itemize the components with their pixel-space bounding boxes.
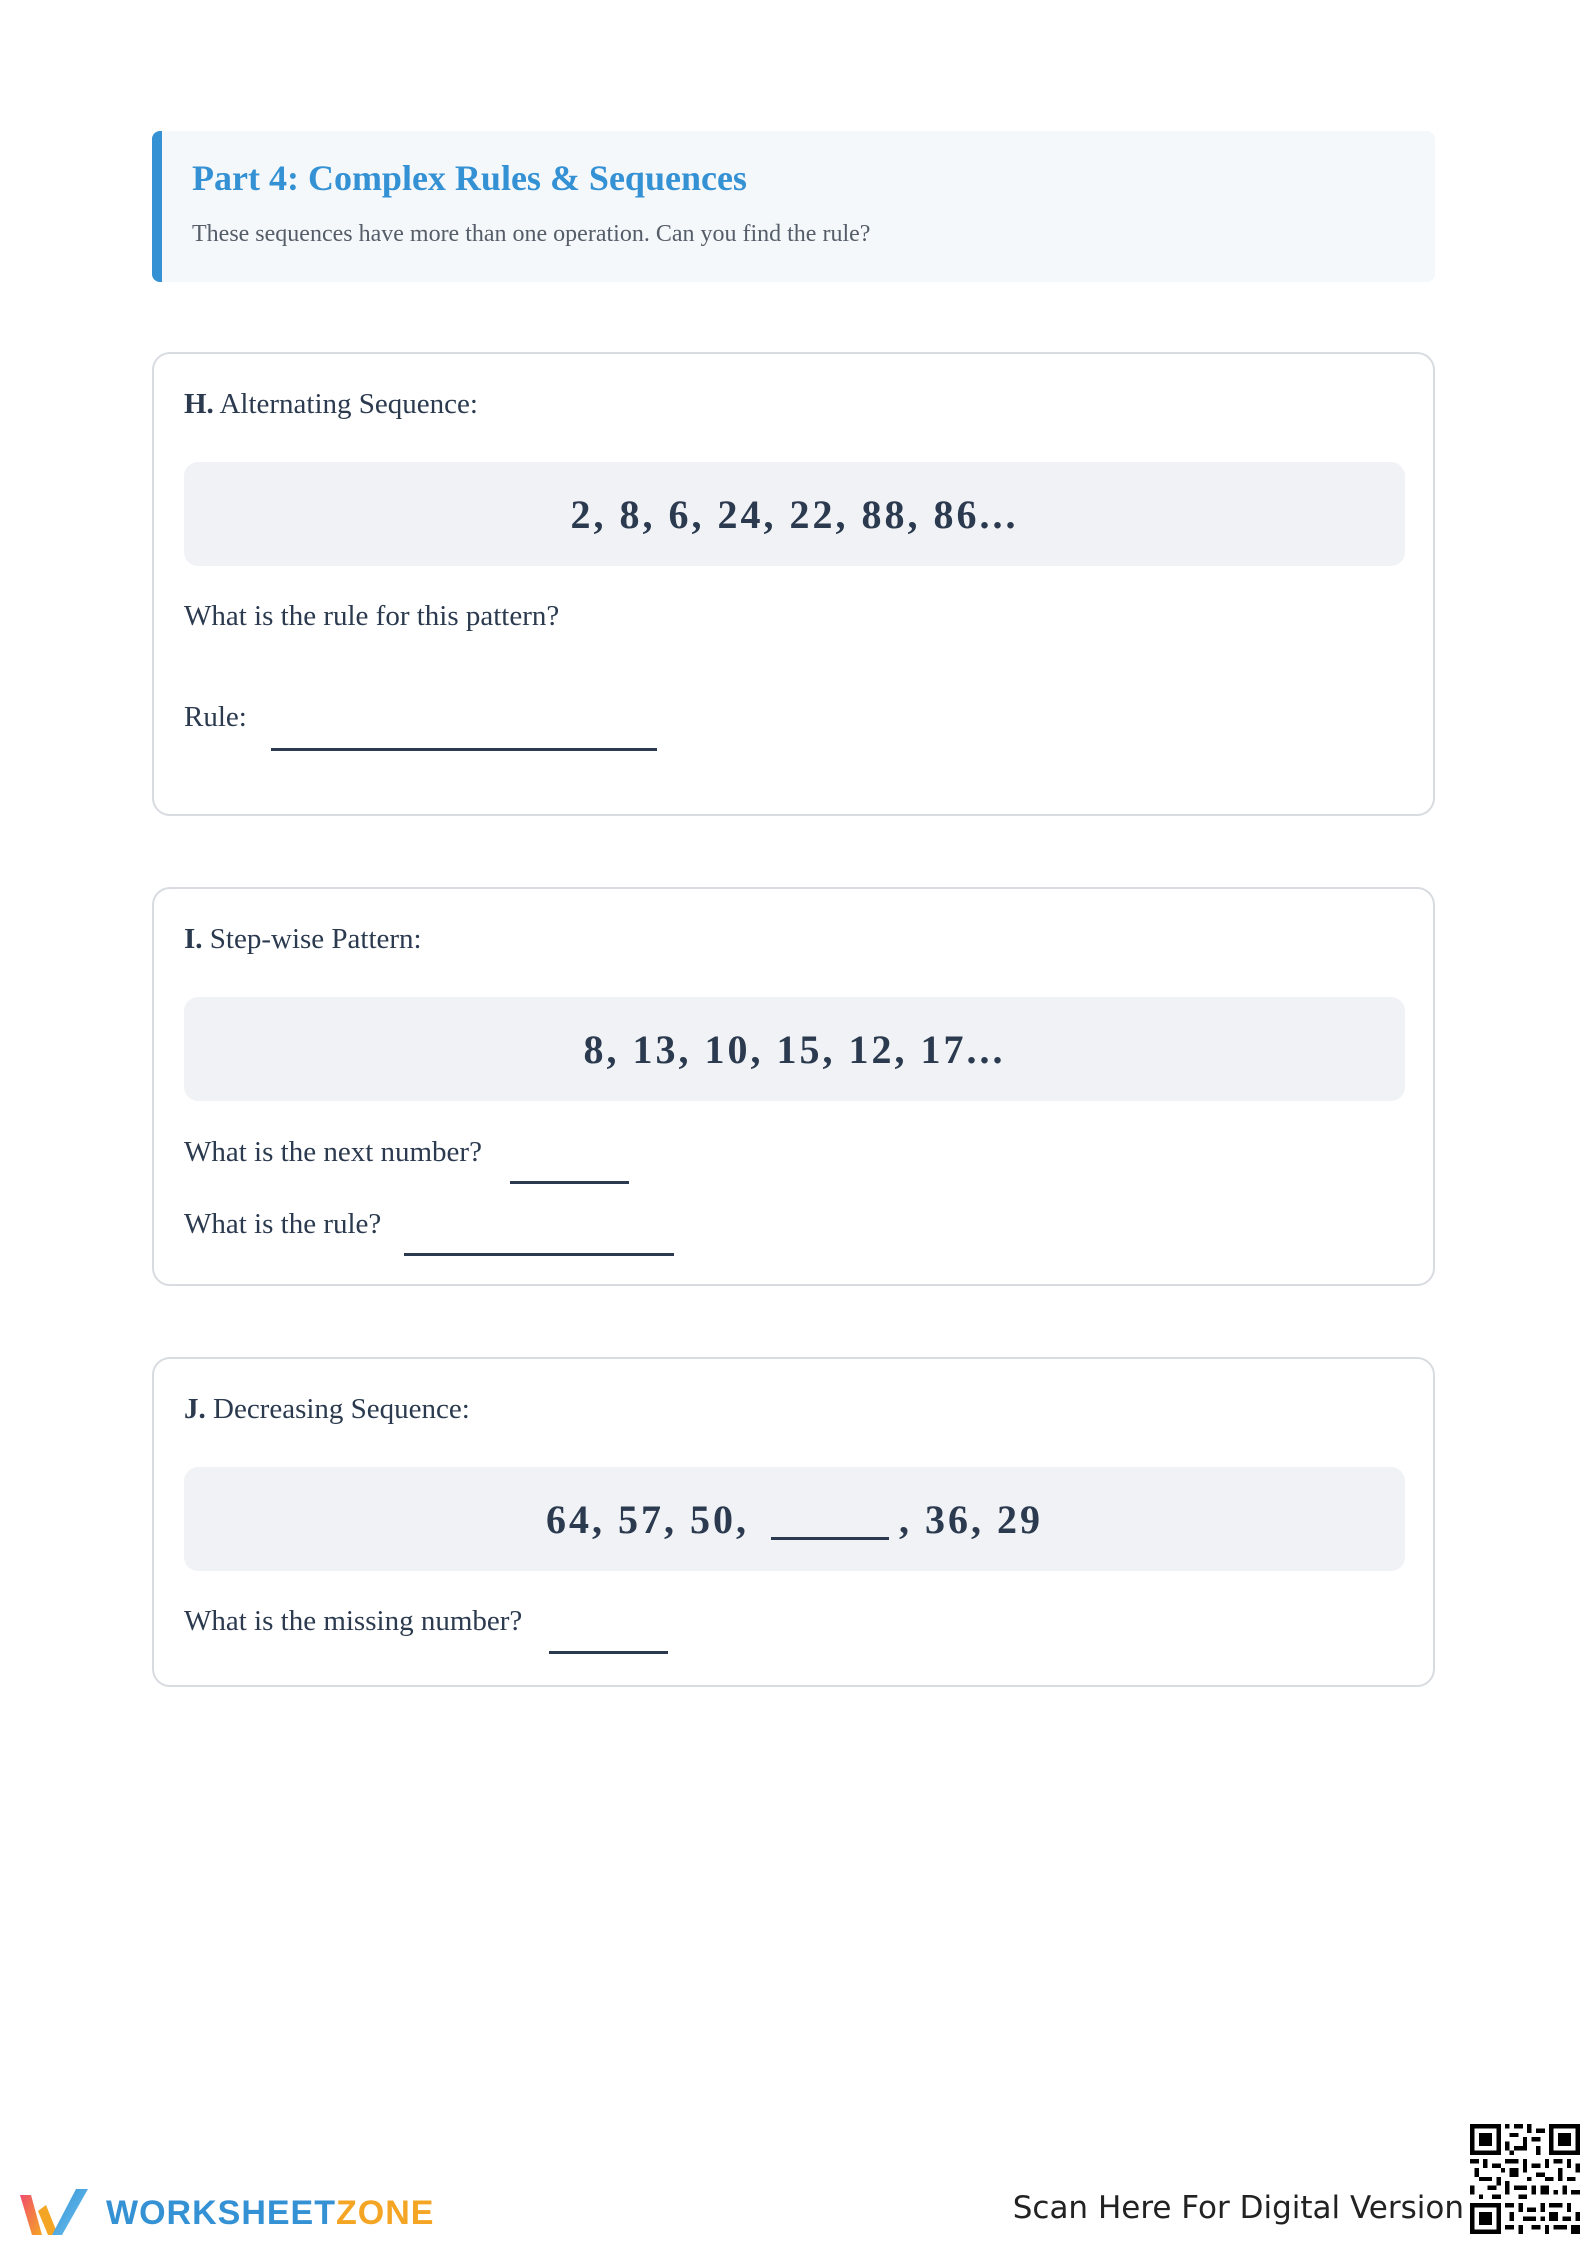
rule-question: What is the rule? bbox=[184, 1208, 382, 1240]
problem-title: Step-wise Pattern: bbox=[209, 923, 422, 955]
problem-card-h bbox=[152, 352, 1435, 816]
missing-number-answer-blank[interactable] bbox=[549, 1651, 668, 1654]
problem-title: Decreasing Sequence: bbox=[213, 1393, 470, 1425]
section-title: Part 4: Complex Rules & Sequences bbox=[192, 158, 747, 198]
logo-word-zone: ZONE bbox=[336, 2193, 435, 2232]
sequence-text: 8, 13, 10, 15, 12, 17... bbox=[583, 1026, 1006, 1072]
scan-here-text: Scan Here For Digital Version bbox=[1012, 2190, 1464, 2226]
rule-answer-blank[interactable] bbox=[404, 1253, 674, 1256]
logo-word-worksheet: WORKSHEET bbox=[106, 2193, 336, 2232]
problem-letter: I. bbox=[184, 923, 203, 955]
sequence-after-text: , 36, 29 bbox=[899, 1496, 1043, 1542]
rule-answer-blank[interactable] bbox=[271, 748, 657, 751]
worksheetzone-w-logo-icon bbox=[16, 2185, 92, 2241]
problem-letter: J. bbox=[184, 1393, 206, 1425]
problem-card-j bbox=[152, 1357, 1435, 1687]
section-header bbox=[152, 131, 1435, 282]
section-subtitle: These sequences have more than one operation. Can you find the rule? bbox=[192, 221, 871, 247]
sequence-box bbox=[184, 1467, 1405, 1571]
sequence-before-text: 64, 57, 50, bbox=[546, 1496, 749, 1542]
problem-label bbox=[184, 923, 422, 956]
sequence-box bbox=[184, 997, 1405, 1101]
next-number-answer-blank[interactable] bbox=[510, 1181, 629, 1184]
problem-title: Alternating Sequence: bbox=[219, 388, 478, 420]
qr-code-icon[interactable] bbox=[1470, 2124, 1580, 2234]
next-number-question: What is the next number? bbox=[184, 1136, 482, 1168]
problem-label bbox=[184, 388, 478, 421]
rule-label: Rule: bbox=[184, 701, 247, 733]
problem-card-i bbox=[152, 887, 1435, 1286]
question-text: What is the rule for this pattern? bbox=[184, 600, 560, 632]
missing-number-inline-blank[interactable] bbox=[771, 1499, 889, 1540]
sequence-text: 2, 8, 6, 24, 22, 88, 86... bbox=[570, 491, 1019, 537]
sequence-box bbox=[184, 462, 1405, 566]
problem-letter: H. bbox=[184, 388, 214, 420]
footer-logo bbox=[16, 2185, 434, 2241]
logo-wordmark bbox=[106, 2194, 434, 2233]
problem-label bbox=[184, 1393, 470, 1426]
missing-number-question: What is the missing number? bbox=[184, 1605, 523, 1637]
